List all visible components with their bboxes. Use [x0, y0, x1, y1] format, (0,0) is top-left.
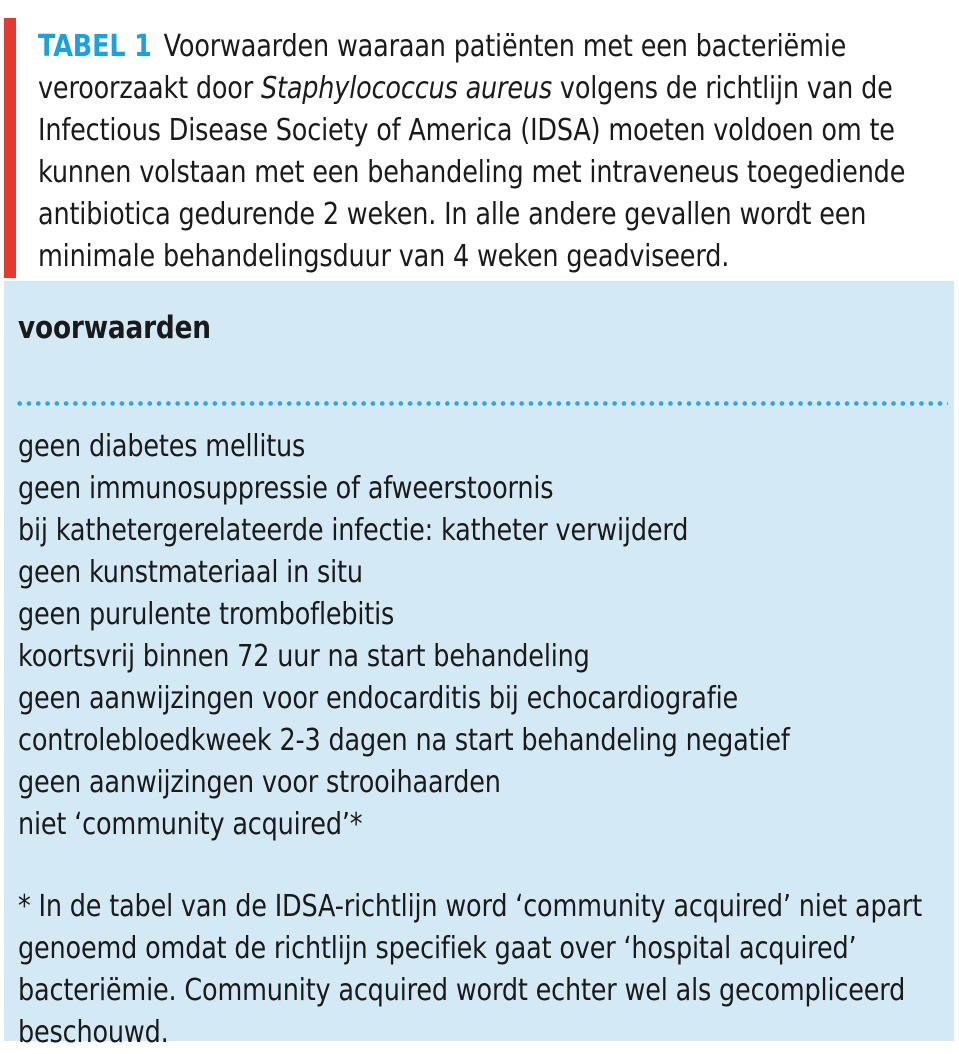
- table-row: geen aanwijzingen voor strooihaarden: [18, 765, 501, 800]
- dotted-divider: [15, 401, 948, 406]
- table-row: geen kunstmateriaal in situ: [18, 555, 363, 590]
- caption-text-after: volgens de richtlijn van de Infectious Disease Society of America (IDSA) moeten voldoen om te kunnen volstaan met een behandeling met intraveneus toegediende antibiotica gedurende 2 weken. In alle andere gevallen wordt een minimale behandelingsduur van 4 weken geadviseerd.: [38, 71, 906, 274]
- table-row: geen diabetes mellitus: [18, 429, 306, 464]
- table-panel: [4, 281, 954, 1050]
- caption-text-before: Voorwaarden waaraan patiënten met een bacteriëmie veroorzaakt door: [38, 29, 847, 106]
- table-row: niet ‘community acquired’*: [18, 807, 363, 842]
- table-rows: [18, 426, 954, 846]
- table-footnote: * In de tabel van de IDSA-richtlijn word ‘community acquired’ niet apart genoemd omdat de richtlijn specifiek gaat over ‘hospital acquired’ bacteriëmie. Community acquired wordt echter wel als gecompliceerd beschouwd.: [18, 889, 923, 1050]
- table-caption: [38, 26, 941, 278]
- table-caption-label: TABEL 1: [38, 29, 152, 64]
- table-row: controlebloedkweek 2-3 dagen na start behandeling negatief: [18, 723, 790, 758]
- table-row: geen aanwijzingen voor endocarditis bij echocardiografie: [18, 681, 739, 716]
- table-column-header: voorwaarden: [18, 310, 211, 346]
- table-row: koortsvrij binnen 72 uur na start behandeling: [18, 639, 590, 674]
- table-row: bij kathetergerelateerde infectie: katheter verwijderd: [18, 513, 689, 548]
- caption-species-italic: Staphylococcus aureus: [260, 71, 552, 106]
- table-row: geen immunosuppressie of afweerstoornis: [18, 471, 554, 506]
- table-row: geen purulente tromboflebitis: [18, 597, 395, 632]
- accent-bar: [4, 18, 16, 278]
